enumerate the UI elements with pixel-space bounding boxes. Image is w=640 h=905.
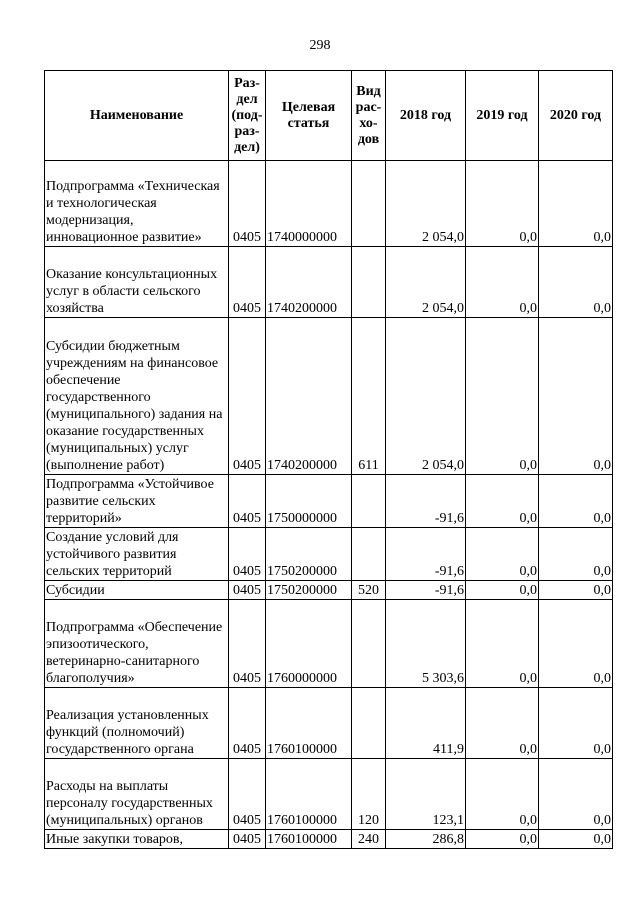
row-kind — [352, 475, 386, 528]
page-number: 298 — [309, 38, 331, 53]
row-name: Субсидии бюджетным учреждениям на финансовое обеспечение государственного (муниципального) задания на оказание государственных (муниципальных) услуг (выполнение работ) — [45, 318, 229, 475]
row-2019: 0,0 — [466, 688, 539, 759]
header-2019: 2019 год — [466, 71, 539, 161]
table-header-row — [45, 71, 613, 161]
row-2018: 411,9 — [386, 688, 466, 759]
row-kind — [352, 161, 386, 247]
row-2018: 2 054,0 — [386, 318, 466, 475]
row-target: 1740200000 — [266, 247, 352, 318]
row-name: Реализация установленных функций (полномочий) государственного органа — [45, 688, 229, 759]
row-kind: 520 — [352, 581, 386, 600]
table-row — [45, 528, 613, 581]
table-row — [45, 600, 613, 688]
row-target: 1750000000 — [266, 475, 352, 528]
table-row — [45, 759, 613, 830]
budget-table — [44, 70, 613, 849]
row-kind — [352, 600, 386, 688]
row-name: Оказание консультационных услуг в области сельского хозяйства — [45, 247, 229, 318]
row-2019: 0,0 — [466, 318, 539, 475]
row-2020: 0,0 — [539, 161, 613, 247]
table-row — [45, 247, 613, 318]
row-kind: 240 — [352, 830, 386, 849]
row-target: 1760100000 — [266, 688, 352, 759]
row-section: 0405 — [229, 759, 266, 830]
row-name: Расходы на выплаты персоналу государственных (муниципальных) органов — [45, 759, 229, 830]
row-section: 0405 — [229, 318, 266, 475]
table-row — [45, 688, 613, 759]
row-2020: 0,0 — [539, 528, 613, 581]
table-row — [45, 161, 613, 247]
row-2018: -91,6 — [386, 528, 466, 581]
table-row — [45, 475, 613, 528]
row-2020: 0,0 — [539, 475, 613, 528]
row-section: 0405 — [229, 475, 266, 528]
row-target: 1760100000 — [266, 830, 352, 849]
row-section: 0405 — [229, 247, 266, 318]
row-section: 0405 — [229, 161, 266, 247]
row-2018: 123,1 — [386, 759, 466, 830]
row-2020: 0,0 — [539, 600, 613, 688]
row-2020: 0,0 — [539, 759, 613, 830]
header-2018: 2018 год — [386, 71, 466, 161]
table-row — [45, 318, 613, 475]
row-section: 0405 — [229, 600, 266, 688]
row-2019: 0,0 — [466, 759, 539, 830]
row-name: Создание условий для устойчивого развития сельских территорий — [45, 528, 229, 581]
row-2020: 0,0 — [539, 688, 613, 759]
header-name: Наименование — [45, 71, 229, 161]
header-section: Раз- дел (под- раз- дел) — [229, 71, 266, 161]
row-2018: 286,8 — [386, 830, 466, 849]
header-target: Целевая статья — [266, 71, 352, 161]
row-section: 0405 — [229, 688, 266, 759]
row-2018: 5 303,6 — [386, 600, 466, 688]
row-target: 1750200000 — [266, 528, 352, 581]
row-name: Подпрограмма «Устойчивое развитие сельских территорий» — [45, 475, 229, 528]
row-kind — [352, 688, 386, 759]
row-2019: 0,0 — [466, 830, 539, 849]
header-kind: Вид рас- хо- дов — [352, 71, 386, 161]
row-2019: 0,0 — [466, 600, 539, 688]
row-2019: 0,0 — [466, 475, 539, 528]
row-kind: 120 — [352, 759, 386, 830]
table-row — [45, 581, 613, 600]
row-kind: 611 — [352, 318, 386, 475]
row-2019: 0,0 — [466, 161, 539, 247]
row-section: 0405 — [229, 830, 266, 849]
row-name: Иные закупки товаров, — [45, 830, 229, 849]
row-name: Подпрограмма «Техническая и технологическая модернизация, инновационное развитие» — [45, 161, 229, 247]
row-2019: 0,0 — [466, 528, 539, 581]
row-2019: 0,0 — [466, 581, 539, 600]
row-2018: 2 054,0 — [386, 247, 466, 318]
row-2020: 0,0 — [539, 318, 613, 475]
row-name: Подпрограмма «Обеспечение эпизоотического, ветеринарно-санитарного благополучия» — [45, 600, 229, 688]
row-2020: 0,0 — [539, 830, 613, 849]
row-target: 1760100000 — [266, 759, 352, 830]
row-2018: -91,6 — [386, 581, 466, 600]
row-2020: 0,0 — [539, 247, 613, 318]
header-2020: 2020 год — [539, 71, 613, 161]
row-target: 1740000000 — [266, 161, 352, 247]
row-kind — [352, 528, 386, 581]
row-section: 0405 — [229, 528, 266, 581]
table-body — [45, 161, 613, 849]
row-2019: 0,0 — [466, 247, 539, 318]
row-name: Субсидии — [45, 581, 229, 600]
row-2018: -91,6 — [386, 475, 466, 528]
row-section: 0405 — [229, 581, 266, 600]
row-target: 1760000000 — [266, 600, 352, 688]
row-2018: 2 054,0 — [386, 161, 466, 247]
table-row — [45, 830, 613, 849]
row-2020: 0,0 — [539, 581, 613, 600]
row-target: 1750200000 — [266, 581, 352, 600]
row-kind — [352, 247, 386, 318]
row-target: 1740200000 — [266, 318, 352, 475]
